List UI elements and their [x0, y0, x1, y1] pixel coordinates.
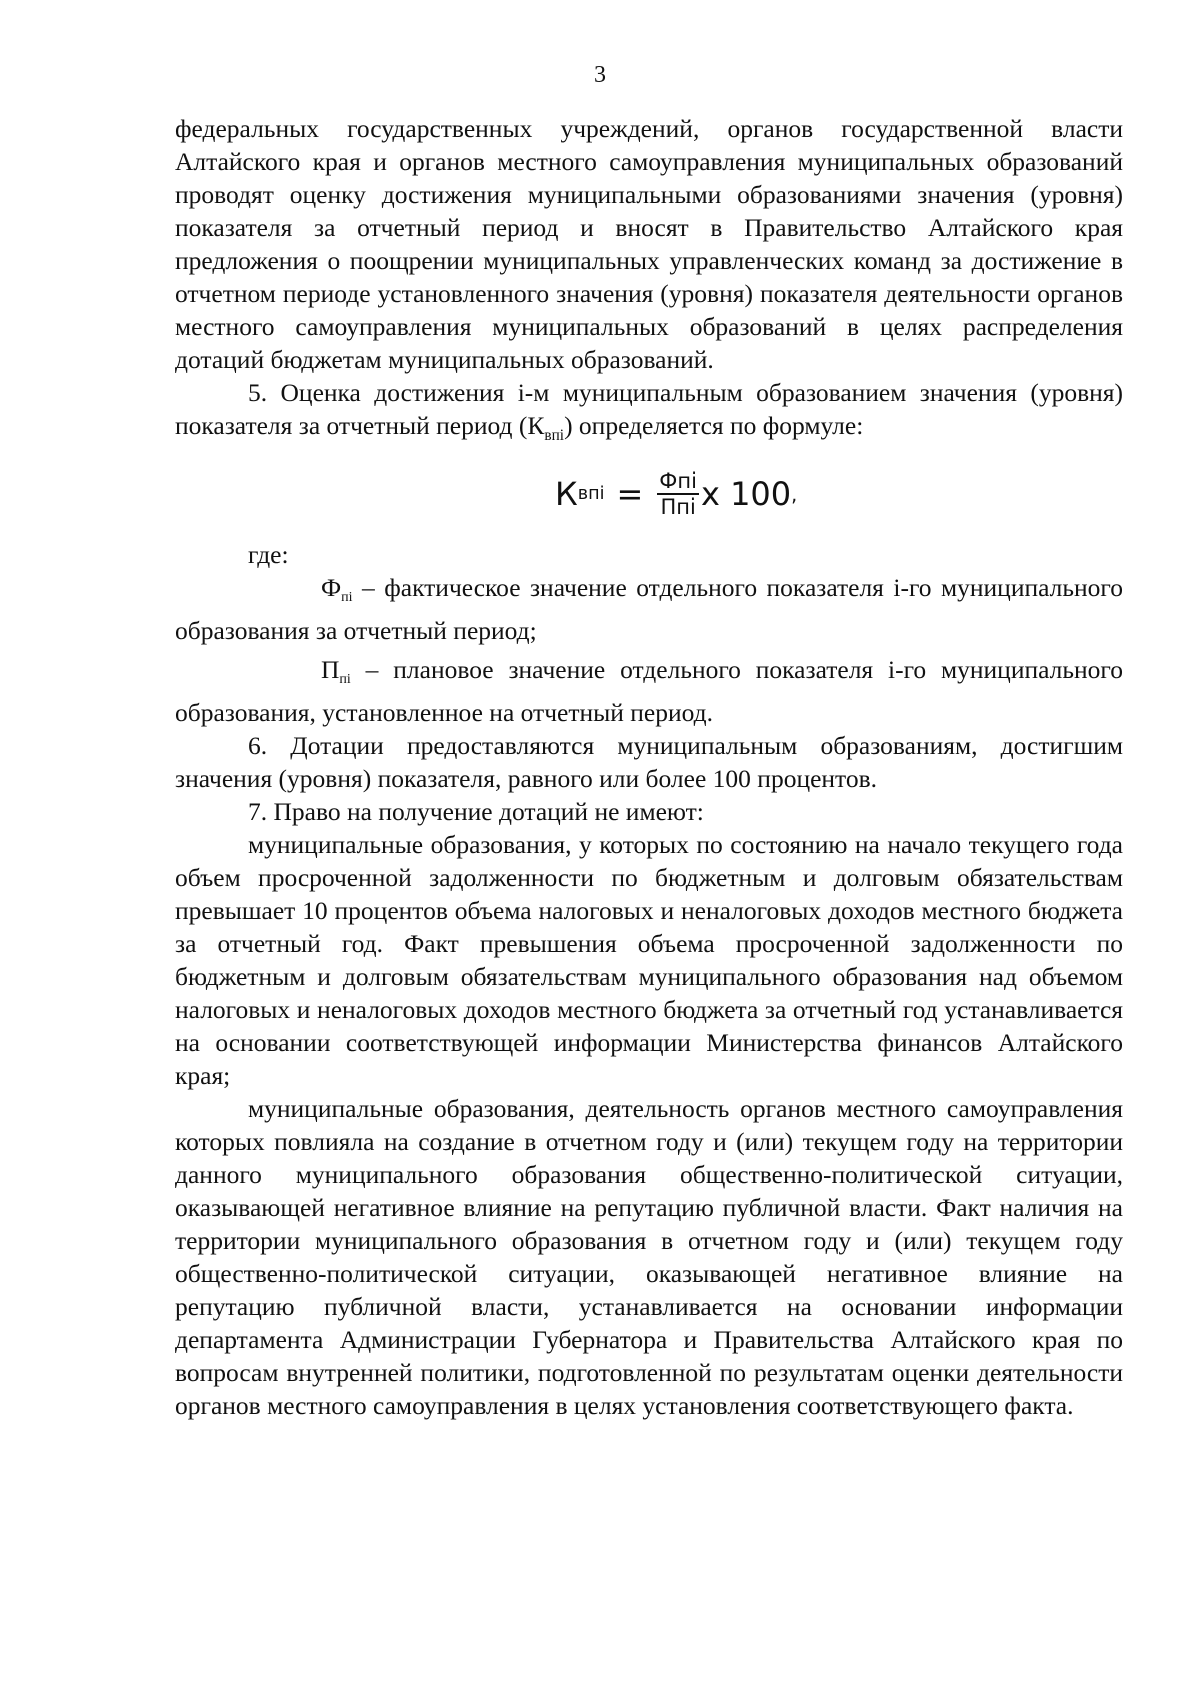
definition-fact-text: – фактическое значение отдельного показателя i-го муниципального образования за отчетный период;: [175, 573, 1123, 645]
paragraph-5: [175, 376, 1123, 452]
paragraph-5-subscript: впi: [544, 427, 565, 445]
formula-equals: =: [616, 474, 644, 513]
paragraph-6: 6. Дотации предоставляются муниципальным образованиям, достигшим значения (уровня) показателя, равного или более 100 процентов.: [175, 730, 1123, 793]
paragraph-7-item-reputation: муниципальные образования, деятельность органов местного самоуправления которых повлияла на создание в отчетном году и (или) текущем году на территории данного муниципального образования общественно-политической ситуации, оказывающей негативное влияние на репутацию публичной власти. Факт наличия на территории муниципального образования в отчетном году и (или) текущем году общественно-политической ситуации, оказывающей негативное влияние на репутацию публичной власти, устанавливается на основании информации департамента Администрации Губернатора и Правительства Алтайского края по вопросам внутренней политики, подготовленной по результатам оценки деятельности органов местного самоуправления в целях установления соответствующего факта.: [175, 1093, 1123, 1420]
paragraph-5-text-start: 5. Оценка достижения i-м муниципальным образованием значения (уровня) показателя за отчетный период (К: [175, 378, 1123, 440]
formula-multiplier: x 100: [700, 474, 792, 513]
definition-plan-subscript: пi: [339, 671, 351, 687]
formula-numerator: Фпi: [659, 469, 697, 494]
paragraph-7-item-debt: муниципальные образования, у которых по состоянию на начало текущего года объем просроченной задолженности по бюджетным и долговым обязательствам превышает 10 процентов объема налоговых и неналоговых доходов местного бюджета за отчетный год. Факт превышения объема просроченной задолженности по бюджетным и долговым обязательствам муниципального образования над объемом налоговых и неналоговых доходов местного бюджета за отчетный год устанавливается на основании соответствующей информации Министерства финансов Алтайского края;: [175, 829, 1123, 1090]
formula-lhs-subscript: впi: [577, 483, 605, 504]
definition-fact-symbol: Ф: [321, 573, 342, 603]
formula-block: [175, 458, 1123, 538]
formula-trailing: ,: [791, 482, 798, 506]
definition-plan-text: – плановое значение отдельного показателя i-го муниципального образования, установленное на отчетный период.: [175, 655, 1123, 727]
paragraph-5-text-end: ) определяется по формуле:: [564, 411, 864, 440]
document-body: [175, 112, 1123, 1422]
formula-lhs: К: [555, 474, 578, 513]
page-number: 3: [594, 62, 606, 88]
formula: [555, 458, 797, 530]
definition-plan: [175, 653, 1123, 729]
where-label: где:: [248, 540, 289, 570]
paragraph-continuation: федеральных государственных учреждений, органов государственной власти Алтайского края и органов местного самоуправления муниципальных образований проводят оценку достижения муниципальными образованиями значения (уровня) показателя за отчетный период и вносят в Правительство Алтайского края предложения о поощрении муниципальных управленческих команд за достижение в отчетном периоде установленного значения (уровня) показателя деятельности органов местного самоуправления муниципальных образований в целях распределения дотаций бюджетам муниципальных образований.: [175, 114, 1123, 374]
formula-denominator: Ппi: [660, 495, 696, 520]
definition-fact: [175, 571, 1123, 647]
definition-plan-symbol: П: [321, 655, 340, 684]
paragraph-7: 7. Право на получение дотаций не имеют:: [248, 796, 704, 826]
definition-fact-subscript: пi: [341, 590, 353, 605]
formula-fraction: [657, 469, 699, 519]
